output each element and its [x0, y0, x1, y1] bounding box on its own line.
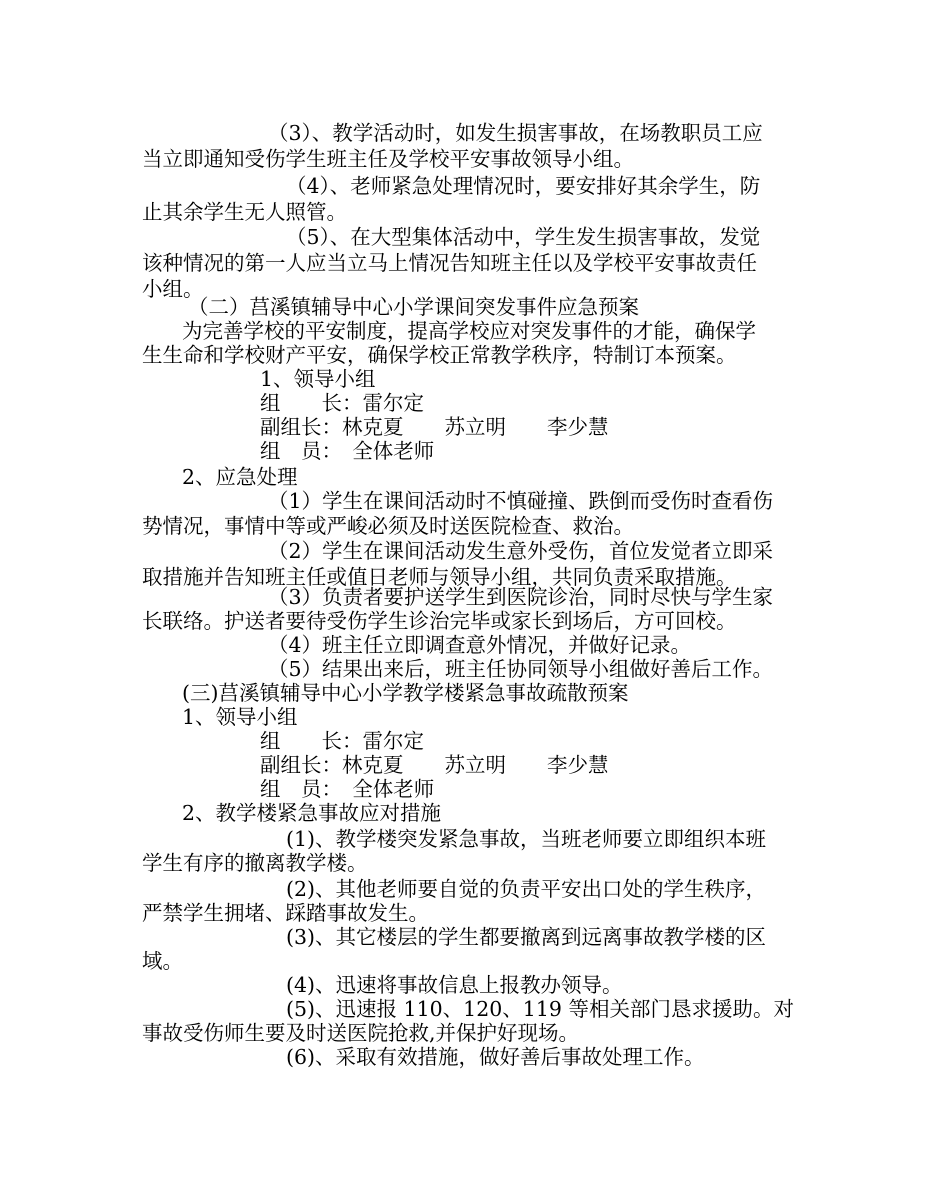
deputy-leader-line: 副组长：林克夏 苏立明 李少慧 [260, 415, 609, 439]
leader-line: 组 长：雷尔定 [260, 391, 424, 415]
paragraph-line: 当立即通知受伤学生班主任及学校平安事故领导小组。 [142, 147, 634, 171]
paragraph-line: (2)、其他老师要自觉的负责平安出口处的学生秩序， [286, 877, 767, 901]
paragraph-line: （5）结果出来后，班主任协同领导小组做好善后工作。 [268, 657, 774, 681]
paragraph-line: 域。 [142, 949, 183, 973]
members-line: 组 员： 全体老师 [260, 777, 435, 801]
paragraph-line: (3)、其它楼层的学生都要撤离到远离事故教学楼的区 [286, 925, 767, 949]
paragraph-line: 取措施并告知班主任或值日老师与领导小组，共同负责采取措施。 [142, 565, 737, 589]
deputy-leader-line: 副组长：林克夏 苏立明 李少慧 [260, 753, 609, 777]
paragraph-line: (1)、教学楼突发紧急事故，当班老师要立即组织本班 [286, 827, 767, 851]
paragraph-line: (4)、迅速将事故信息上报教办领导。 [286, 973, 623, 997]
paragraph-line: 长联络。护送者要待受伤学生诊治完毕或家长到场后，方可回校。 [142, 609, 737, 633]
paragraph-line: 势情况，事情中等或严峻必须及时送医院检查、救治。 [142, 514, 634, 538]
subsection-heading: 2、教学楼紧急事故应对措施 [182, 801, 442, 825]
paragraph-line: （3）负责者要护送学生到医院诊治，同时尽快与学生家 [268, 585, 774, 609]
paragraph-line: （1）学生在课间活动时不慎碰撞、跌倒而受伤时查看伤 [268, 489, 774, 513]
paragraph-line: (5)、迅速报 110、120、119 等相关部门恳求援助。对 [286, 997, 794, 1021]
section-heading: (三)莒溪镇辅导中心小学教学楼紧急事故疏散预案 [182, 681, 629, 705]
paragraph-line: 严禁学生拥堵、踩踏事故发生。 [142, 901, 429, 925]
paragraph-line: （5）、在大型集体活动中，学生发生损害事故，发觉 [286, 225, 761, 249]
members-line: 组 员： 全体老师 [260, 439, 435, 463]
section-heading: （二）莒溪镇辅导中心小学课间突发事件应急预案 [188, 295, 639, 319]
subsection-heading: 1、领导小组 [182, 705, 298, 729]
paragraph-line: （2）学生在课间活动发生意外受伤，首位发觉者立即采 [268, 539, 774, 563]
paragraph-line: 止其余学生无人照管。 [142, 200, 347, 224]
paragraph-line: (6)、采取有效措施，做好善后事故处理工作。 [286, 1045, 705, 1069]
paragraph-line: 小组。 [142, 277, 204, 301]
paragraph-line: 学生有序的撤离教学楼。 [142, 851, 368, 875]
subsection-heading: 1、领导小组 [260, 367, 376, 391]
paragraph-line: 为完善学校的平安制度，提高学校应对突发事件的才能，确保学 [182, 319, 756, 343]
paragraph-line: 该种情况的第一人应当立马上情况告知班主任以及学校平安事故责任 [142, 251, 757, 275]
paragraph-line: （4）、老师紧急处理情况时，要安排好其余学生，防 [286, 174, 761, 198]
paragraph-line: 生生命和学校财产平安，确保学校正常教学秩序，特制订本预案。 [142, 343, 737, 367]
leader-line: 组 长：雷尔定 [260, 729, 424, 753]
paragraph-line: （3）、教学活动时，如发生损害事故，在场教职员工应 [268, 121, 763, 145]
paragraph-line: 事故受伤师生要及时送医院抢救,并保护好现场。 [142, 1021, 580, 1045]
subsection-heading: 2、应急处理 [182, 465, 298, 489]
paragraph-line: （4）班主任立即调查意外情况，并做好记录。 [268, 633, 692, 657]
